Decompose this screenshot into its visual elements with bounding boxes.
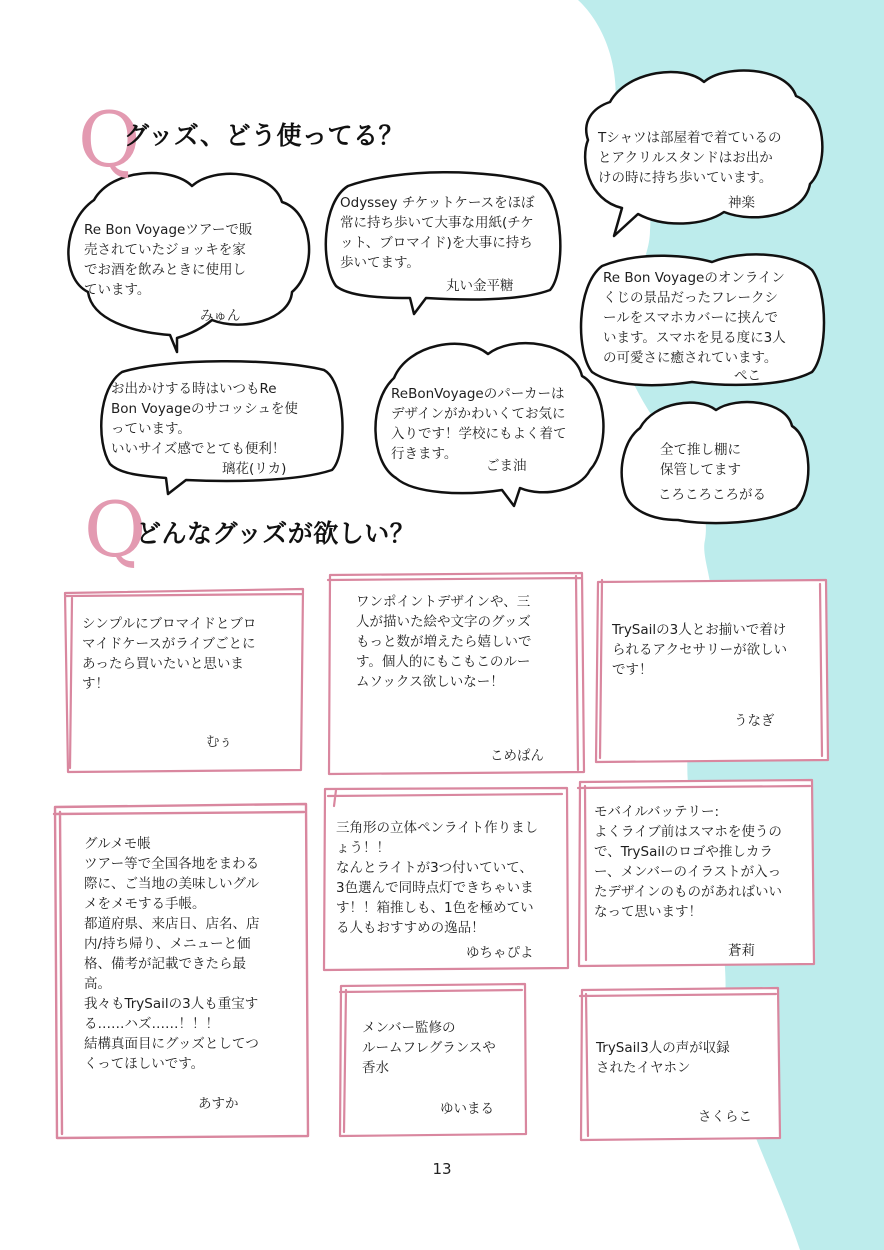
bubble-text: ReBonVoyageのパーカーは デザインがかわいくてお気に 入りです！学校にもよく着て 行きます。 (391, 386, 567, 462)
card-text: シンプルにブロマイドとブロ マイドケースがライブごとに あったら買いたいと思いま す！ (82, 616, 257, 692)
bubble-text: お出かけする時はいつもRe Bon Voyageのサコッシュを使 っています。 いいサイズ感でとても便利！ (111, 381, 298, 457)
bubble-author: ぺこ (734, 368, 761, 384)
bubble-author: 璃花(リカ) (222, 461, 287, 477)
card-text: メンバー監修の ルームフレグランスや 香水 (362, 1020, 496, 1076)
bubble-text: Re Bon Voyageのオンライン くじの景品だったフレークシ ールをスマホカバーに挟んで います。スマホを見る度に3人 の可愛さに癒されています。 (603, 270, 786, 366)
q-letter: Q (84, 485, 147, 574)
card-text: モバイルバッテリー: よくライブ前はスマホを使うの で、TrySailのロゴや推しカラ ー、メンバーのイラストが入っ たデザインのものがあればいい なって思います！ (594, 804, 783, 920)
bubble-text: Re Bon Voyageツアーで販 売されていたジョッキを家 でお酒を飲みときに使用し ています。 (84, 222, 253, 298)
card-author: さくらこ (698, 1109, 752, 1125)
question-heading-1 (78, 95, 438, 184)
card-author: こめぱん (490, 748, 544, 764)
card-author: むぅ (206, 734, 233, 750)
bubble-author: 神楽 (728, 195, 755, 211)
card-author: 蒼莉 (728, 943, 755, 959)
bubble-author: みゅん (200, 308, 241, 324)
bubble-author: ころころころがる (658, 487, 766, 503)
bubble-author: 丸い金平糖 (446, 278, 514, 294)
card-text: TrySail3人の声が収録 されたイヤホン (596, 1040, 730, 1076)
card-text: グルメモ帳 ツアー等で全国各地をまわる 際に、ご当地の美味しいグル メをメモする手帳。 都道府県、来店日、店名、店 内/持ち帰り、メニューと価 格、備考が記載できたら最 高。 我々もTrySailの3人も重宝す る……ハズ……！！！ 結構真面目にグッズとしてつ くってほしいです。 (84, 836, 260, 1072)
page-number: 13 (432, 1160, 452, 1178)
question-heading-2 (84, 485, 464, 574)
bubble-author: ごま油 (486, 458, 527, 474)
bubble-text: Odyssey チケットケースをほぼ 常に持ち歩いて大事な用紙(チケ ット、ブロマイド)を大事に持ち 歩いてます。 (340, 195, 535, 271)
question-title: グッズ、どう使ってる？ (124, 121, 405, 150)
question-title: どんなグッズが欲しい？ (136, 519, 416, 548)
bubble-text: Tシャツは部屋着で着ているの とアクリルスタンドはお出か けの時に持ち歩いています。 (598, 130, 782, 186)
card-text: TrySailの3人とお揃いで着け られるアクセサリーが欲しい です！ (612, 622, 788, 678)
q-letter: Q (78, 95, 141, 184)
card-author: ゆいまる (440, 1101, 494, 1117)
card-text: ワンポイントデザインや、三 人が描いた絵や文字のグッズ もっと数が増えたら嬉しいで す。個人的にもこもこのルー ムソックス欲しいなー！ (356, 594, 532, 690)
card-author: あすか (198, 1096, 239, 1112)
card-author: うなぎ (734, 713, 775, 729)
card-author: ゆちゃぴよ (466, 945, 534, 961)
card-text: 三角形の立体ペンライト作りまし ょう！！ なんとライトが3つ付いていて、 3色選んで同時点灯できちゃいま す！！箱推しも、1色を極めてい る人もおすすめの逸品！ (336, 820, 539, 936)
bubble-text: 全て推し棚に 保管してます (660, 442, 741, 478)
